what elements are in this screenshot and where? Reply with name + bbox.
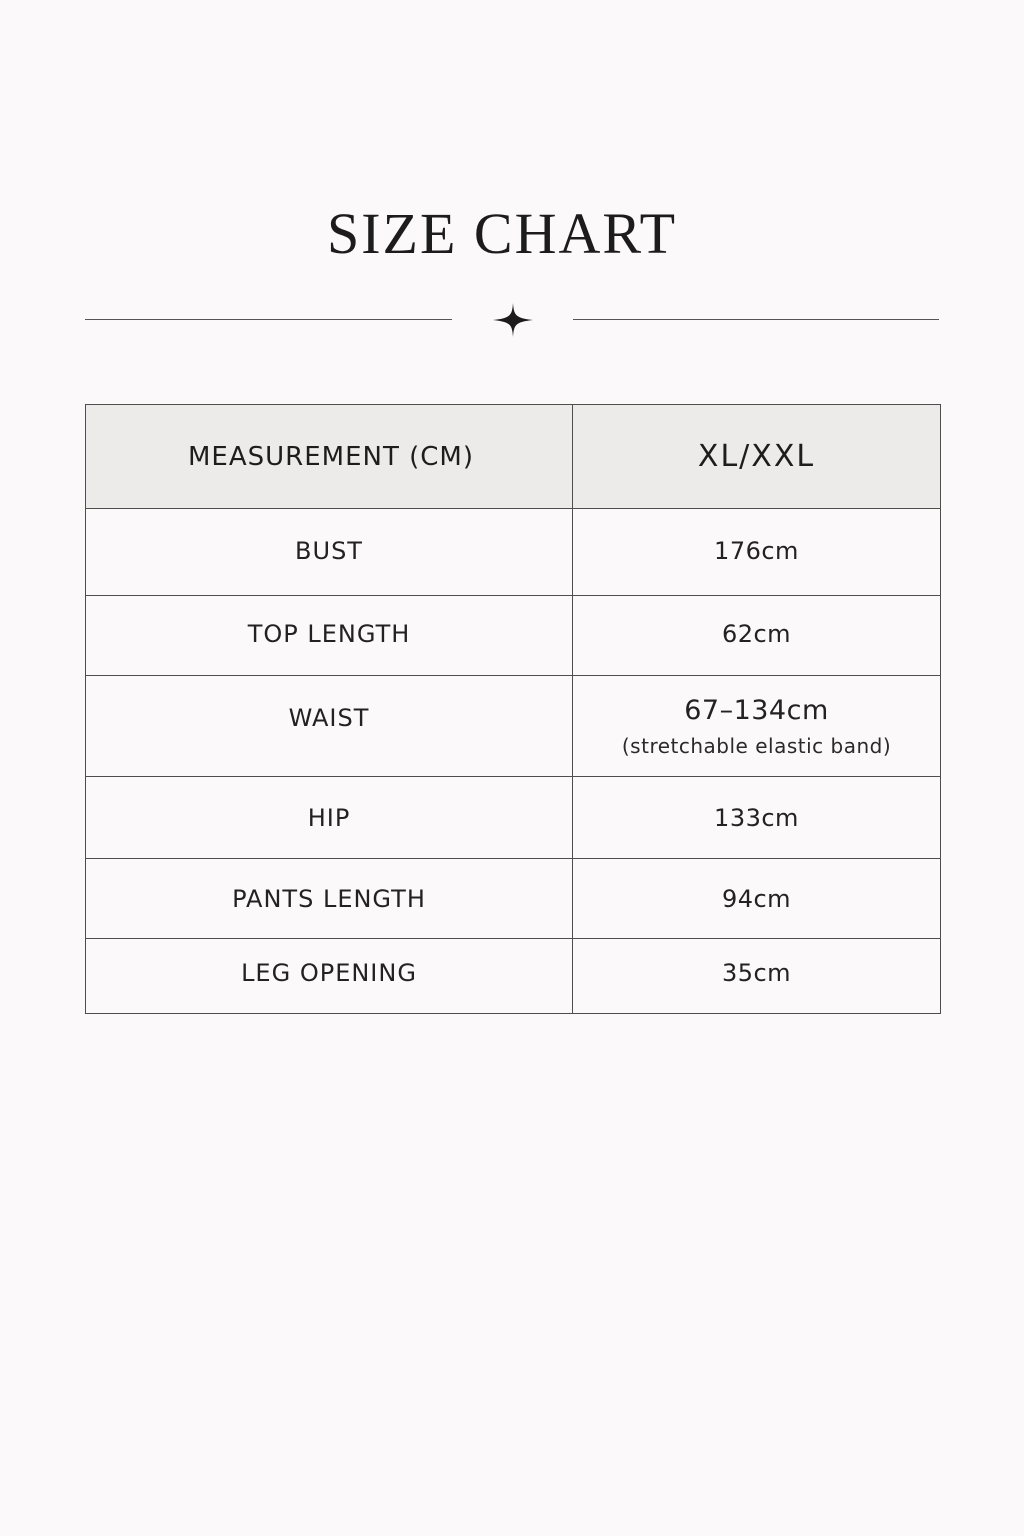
- row-value-pants-length: 94cm: [721, 884, 792, 913]
- table-row: [86, 509, 941, 596]
- row-value-bust: 176cm: [714, 537, 799, 565]
- table-row: [86, 939, 941, 1014]
- table-header-row: [86, 405, 941, 509]
- table-row: [86, 676, 941, 777]
- row-value-hip: 133cm: [714, 803, 799, 832]
- header-size-label: XL/XXL: [697, 439, 816, 474]
- table-row: [86, 596, 941, 676]
- header-measurement-label: MEASUREMENT (CM): [187, 441, 474, 472]
- divider-line-left: [85, 319, 452, 320]
- table-row: [86, 859, 941, 939]
- sparkle-icon: [491, 301, 535, 339]
- row-label-pants-length: PANTS LENGTH: [232, 884, 426, 913]
- table-row: [86, 777, 941, 859]
- header-cell-size: [573, 405, 941, 509]
- row-value-leg-opening: 35cm: [721, 959, 792, 987]
- size-table: [85, 404, 941, 1014]
- row-label-leg-opening: LEG OPENING: [241, 959, 417, 987]
- row-label-waist: WAIST: [288, 704, 370, 732]
- header-cell-measurement: [86, 405, 573, 509]
- page-title: SIZE CHART: [326, 201, 678, 266]
- row-label-bust: BUST: [295, 537, 363, 565]
- row-note-waist: (stretchable elastic band): [621, 733, 892, 758]
- row-label-top-length: TOP LENGTH: [247, 619, 411, 648]
- row-value-waist: 67–134cm: [684, 694, 829, 726]
- row-label-hip: HIP: [307, 803, 351, 832]
- row-value-top-length: 62cm: [721, 619, 792, 648]
- divider-line-right: [573, 319, 939, 320]
